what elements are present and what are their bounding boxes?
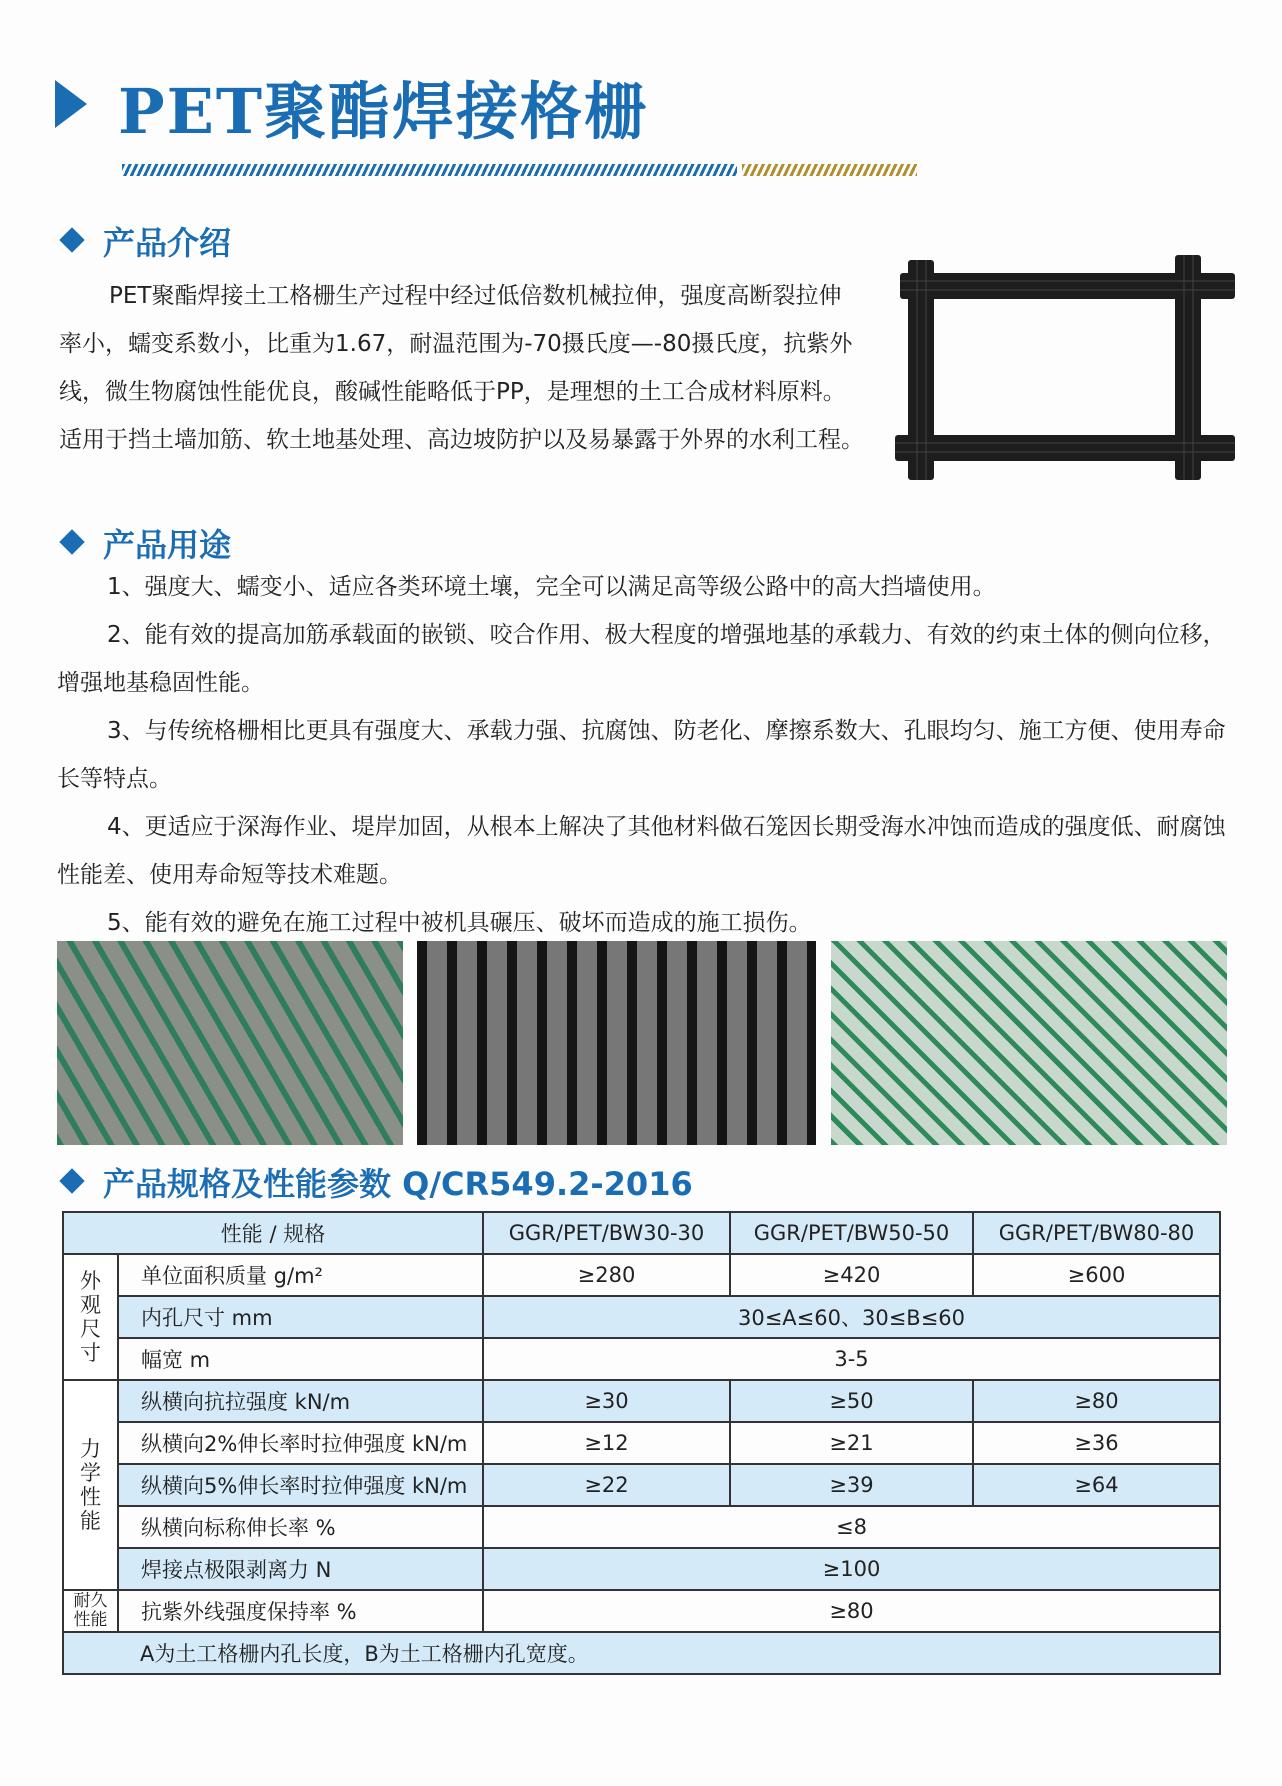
cell: ≥100 <box>483 1548 1220 1590</box>
cell: ≥64 <box>973 1464 1220 1506</box>
uses-list <box>57 563 1235 947</box>
diamond-icon <box>59 1168 84 1193</box>
cell: ≥39 <box>730 1464 973 1506</box>
row-label: 内孔尺寸 mm <box>118 1296 483 1338</box>
photo-geogrid-black-roll <box>417 941 816 1145</box>
header-cell: GGR/PET/BW50-50 <box>730 1212 973 1254</box>
header-cell: GGR/PET/BW30-30 <box>483 1212 730 1254</box>
row-label: 纵横向2%伸长率时拉伸强度 kN/m <box>118 1422 483 1464</box>
diamond-icon <box>59 227 84 252</box>
cell: ≥36 <box>973 1422 1220 1464</box>
decorative-stripe-blue <box>122 164 737 176</box>
cell: ≥30 <box>483 1380 730 1422</box>
row-label: 纵横向标称伸长率 % <box>118 1506 483 1548</box>
intro-heading <box>57 218 231 264</box>
row-label: 纵横向抗拉强度 kN/m <box>118 1380 483 1422</box>
group-label: 力学性能 <box>63 1380 118 1590</box>
cell: ≥600 <box>973 1254 1220 1296</box>
table-row <box>63 1506 1220 1548</box>
decorative-stripe-gold <box>742 164 917 176</box>
row-label: 幅宽 m <box>118 1338 483 1380</box>
geogrid-product-image <box>890 255 1242 510</box>
photo-geogrid-green-rolls <box>831 941 1227 1145</box>
table-row <box>63 1296 1220 1338</box>
cell: 3-5 <box>483 1338 1220 1380</box>
diamond-icon <box>59 529 84 554</box>
row-label: 抗紫外线强度保持率 % <box>118 1590 483 1632</box>
cell: 30≤A≤60、30≤B≤60 <box>483 1296 1220 1338</box>
header-cell: 性能 / 规格 <box>63 1212 483 1254</box>
uses-heading <box>57 520 231 566</box>
uses-heading-text: 产品用途 <box>103 526 232 564</box>
use-item: 5、能有效的避免在施工过程中被机具碾压、破坏而造成的施工损伤。 <box>107 910 812 936</box>
intro-text: PET聚酯焊接土工格栅生产过程中经过低倍数机械拉伸，强度高断裂拉伸率小，蠕变系数小，比重为1.67，耐温范围为-70摄氏度—-80摄氏度，抗紫外线，微生物腐蚀性能优良，酸碱性能略低于PP，是理想的土工合成材料原料。适用于挡土墙加筋、软土地基处理、高边坡防护以及易暴露于外界的水利工程。 <box>59 283 864 453</box>
page-title: PET聚酯焊接格栅 <box>118 75 649 148</box>
cell: ≥420 <box>730 1254 973 1296</box>
header-cell: GGR/PET/BW80-80 <box>973 1212 1220 1254</box>
photo-geogrid-installed <box>57 941 403 1145</box>
table-note: A为土工格栅内孔长度，B为土工格栅内孔宽度。 <box>63 1632 1220 1674</box>
use-item: 2、能有效的提高加筋承载面的嵌锁、咬合作用、极大程度的增强地基的承载力、有效的约束土体的侧向位移，增强地基稳固性能。 <box>57 622 1226 696</box>
table-row <box>63 1338 1220 1380</box>
table-row <box>63 1548 1220 1590</box>
intro-heading-text: 产品介绍 <box>103 224 232 262</box>
table-row <box>63 1590 1220 1632</box>
table-row <box>63 1380 1220 1422</box>
chevron-icon <box>55 80 87 128</box>
group-label: 外观尺寸 <box>63 1254 118 1380</box>
use-item: 4、更适应于深海作业、堤岸加固，从根本上解决了其他材料做石笼因长期受海水冲蚀而造成的强度低、耐腐蚀性能差、使用寿命短等技术难题。 <box>57 814 1226 888</box>
cell: ≥50 <box>730 1380 973 1422</box>
table-header-row <box>63 1212 1220 1254</box>
cell: ≥21 <box>730 1422 973 1464</box>
table-row <box>63 1422 1220 1464</box>
specs-heading <box>57 1159 693 1205</box>
group-label: 耐久性能 <box>63 1590 118 1632</box>
cell: ≤8 <box>483 1506 1220 1548</box>
use-item: 1、强度大、蠕变小、适应各类环境土壤，完全可以满足高等级公路中的高大挡墙使用。 <box>107 574 996 600</box>
spec-table <box>62 1211 1221 1675</box>
specs-heading-text: 产品规格及性能参数 Q/CR549.2-2016 <box>103 1165 693 1203</box>
cell: ≥280 <box>483 1254 730 1296</box>
use-item: 3、与传统格栅相比更具有强度大、承载力强、抗腐蚀、防老化、摩擦系数大、孔眼均匀、施工方便、使用寿命长等特点。 <box>57 718 1226 792</box>
row-label: 纵横向5%伸长率时拉伸强度 kN/m <box>118 1464 483 1506</box>
cell: ≥12 <box>483 1422 730 1464</box>
row-label: 单位面积质量 g/m² <box>118 1254 483 1296</box>
table-row <box>63 1254 1220 1296</box>
cell: ≥22 <box>483 1464 730 1506</box>
row-label: 焊接点极限剥离力 N <box>118 1548 483 1590</box>
table-note-row <box>63 1632 1220 1674</box>
cell: ≥80 <box>973 1380 1220 1422</box>
table-row <box>63 1464 1220 1506</box>
cell: ≥80 <box>483 1590 1220 1632</box>
